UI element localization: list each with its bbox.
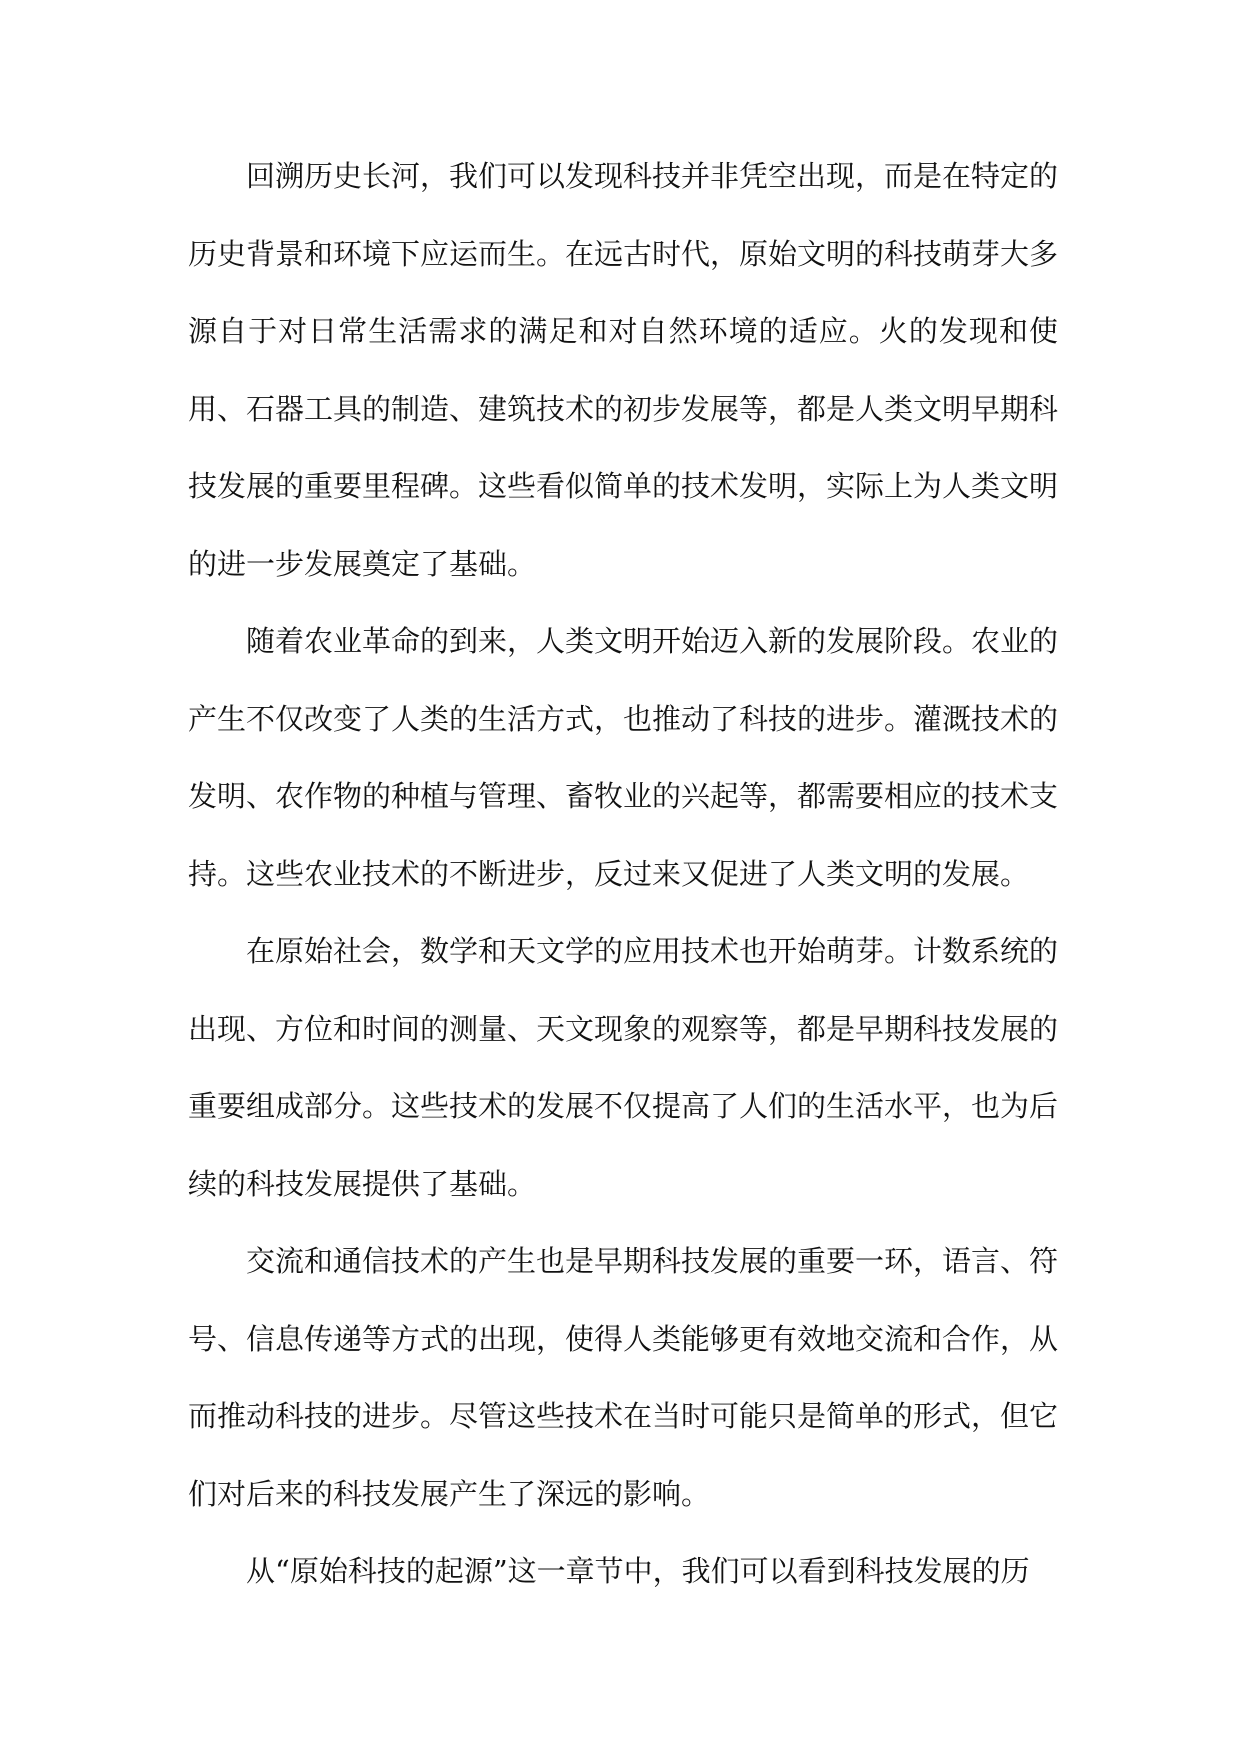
- paragraph-5: 从“原始科技的起源”这一章节中，我们可以看到科技发展的历: [246, 1554, 1030, 1588]
- paragraph-3: 在原始社会，数学和天文学的应用技术也开始萌芽。计数系统的出现、方位和时间的测量、天文现象的观察等，都是早期科技发展的重要组成部分。这些技术的发展不仅提高了人们的生活水平，也为后续的科技发展提供了基础。: [188, 934, 1059, 1201]
- body-text: [188, 138, 1058, 1611]
- paragraph-2: 随着农业革命的到来，人类文明开始迈入新的发展阶段。农业的产生不仅改变了人类的生活方式，也推动了科技的进步。灌溉技术的发明、农作物的种植与管理、畜牧业的兴起等，都需要相应的技术支持。这些农业技术的不断进步，反过来又促进了人类文明的发展。: [188, 624, 1059, 891]
- paragraph-1: 回溯历史长河，我们可以发现科技并非凭空出现，而是在特定的历史背景和环境下应运而生。在远古时代，原始文明的科技萌芽大多源自于对日常生活需求的满足和对自然环境的适应。火的发现和使用、石器工具的制造、建筑技术的初步发展等，都是人类文明早期科技发展的重要里程碑。这些看似简单的技术发明，实际上为人类文明的进一步发展奠定了基础。: [188, 159, 1059, 581]
- paragraph-4: 交流和通信技术的产生也是早期科技发展的重要一环，语言、符号、信息传递等方式的出现，使得人类能够更有效地交流和合作，从而推动科技的进步。尽管这些技术在当时可能只是简单的形式，但它们对后来的科技发展产生了深远的影响。: [188, 1244, 1059, 1511]
